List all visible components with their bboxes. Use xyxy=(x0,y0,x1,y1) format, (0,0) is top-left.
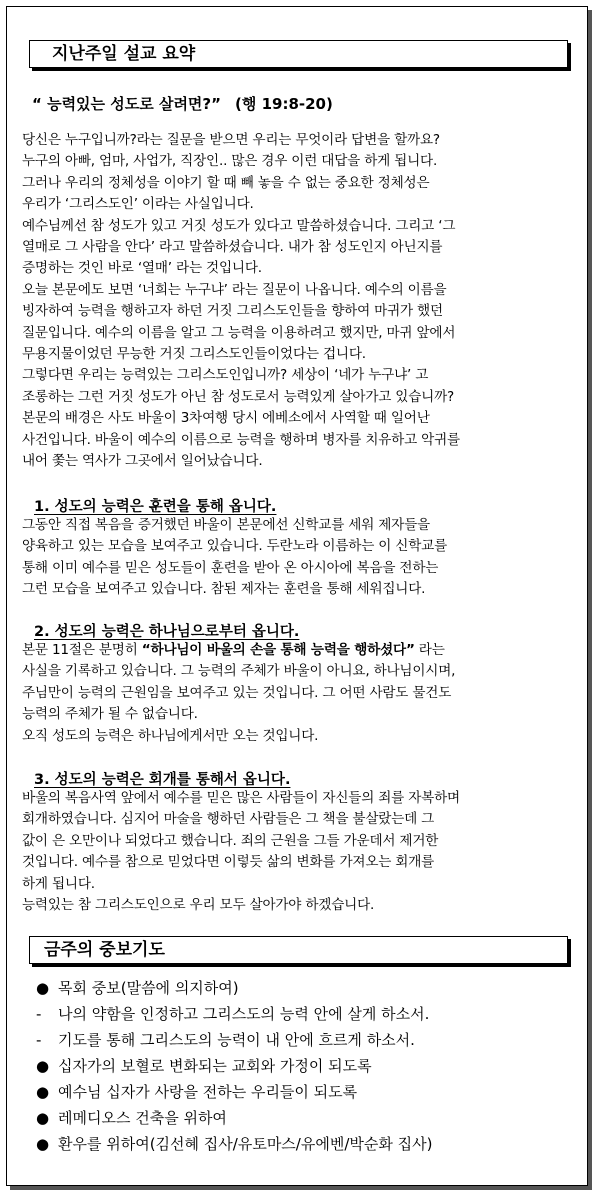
text-line: 오늘 본문에도 보면 ‘너희는 누구냐’ 라는 질문이 나옵니다. 예수의 이름을 xyxy=(22,281,447,298)
prayer-title: 금주의 중보기도 xyxy=(29,936,568,964)
bullet-marker: ● xyxy=(36,1057,50,1075)
prayer-item-text: 목회 중보(말씀에 의지하여) xyxy=(58,979,239,997)
prayer-item-text: 나의 약함을 인정하고 그리스도의 능력 안에 살게 하소서. xyxy=(58,1005,430,1023)
sermon-title xyxy=(32,93,333,114)
text-line: 내어 쫓는 역사가 그곳에서 일어났습니다. xyxy=(22,453,263,470)
text-line: 열매로 그 사람을 안다’ 라고 말씀하셨습니다. 내가 참 성도인지 아닌지를 xyxy=(22,239,443,256)
sermon-title-text: “ 능력있는 성도로 살려면?” xyxy=(32,95,221,113)
text-line: 예수님께선 참 성도가 있고 거짓 성도가 있다고 말씀하셨습니다. 그리고 ‘그 xyxy=(22,217,456,234)
text-line: 것입니다. 예수를 참으로 믿었다면 이렇듯 삶의 변화를 가져오는 회개를 xyxy=(22,854,435,871)
bullet-marker: ● xyxy=(36,1109,50,1127)
summary-title: 지난주일 설교 요약 xyxy=(29,40,568,68)
prayer-item-text: 기도를 통해 그리스도의 능력이 내 안에 흐르게 하소서. xyxy=(58,1031,415,1049)
text-line: 바울의 복음사역 앞에서 예수를 믿은 많은 사람들이 자신들의 죄를 자복하며 xyxy=(22,790,460,806)
text-line: 사실을 기록하고 있습니다. 그 능력의 주체가 바울이 아니요, 하나님이시며, xyxy=(22,663,456,680)
prayer-item xyxy=(36,975,432,1001)
text-line: 조롱하는 그런 거짓 성도가 아닌 참 성도로서 능력있게 살아가고 있습니까? xyxy=(22,388,455,405)
text-line: 양육하고 있는 모습을 보여주고 있습니다. 두란노라 이름하는 이 신학교를 xyxy=(22,538,448,555)
dash-marker: - xyxy=(36,1031,42,1049)
text-line: 빙자하여 능력을 행하고자 하던 거짓 그리스도인들을 향하여 마귀가 했던 xyxy=(22,303,443,320)
text-line: 그러나 우리의 정체성을 이야기 할 때 빼 놓을 수 없는 중요한 정체성은 xyxy=(22,174,430,191)
text-line: 증명하는 것인 바로 ‘열매’ 라는 것입니다. xyxy=(22,260,262,277)
text-segment: 본문 11절은 분명히 xyxy=(22,642,142,658)
prayer-item xyxy=(36,1131,432,1157)
point2-heading: 2. 성도의 능력은 하나님으로부터 옵니다. xyxy=(34,624,300,640)
text-line: 그렇다면 우리는 능력있는 그리스도인입니까? 세상이 ‘네가 누구냐’ 고 xyxy=(22,367,429,384)
text-line: 본문의 배경은 사도 바울이 3차여행 당시 에베소에서 사역할 때 일어난 xyxy=(22,410,430,427)
prayer-item-text: 레메디오스 건축을 위하여 xyxy=(58,1109,227,1127)
text-line: 그동안 직접 복음을 증거했던 바울이 본문에선 신학교를 세워 제자들을 xyxy=(22,517,430,533)
sermon-reference: (행 19:8-20) xyxy=(235,95,333,113)
dash-marker: - xyxy=(36,1005,42,1023)
prayer-item xyxy=(36,1027,432,1053)
text-line: 사건입니다. 바울이 예수의 이름으로 능력을 행하며 병자를 치유하고 악귀를 xyxy=(22,431,460,448)
text-line: 무용지물이었던 무능한 거짓 그리스도인들이었다는 겁니다. xyxy=(22,346,366,363)
point1-heading: 1. 성도의 능력은 훈련을 통해 옵니다. xyxy=(34,499,277,515)
text-line: 능력있는 참 그리스도인으로 우리 모두 살아가야 하겠습니다. xyxy=(22,897,375,914)
point3-paragraph xyxy=(22,788,574,916)
text-segment: 라는 xyxy=(414,642,445,658)
prayer-item xyxy=(36,1079,432,1105)
prayer-item xyxy=(36,1053,432,1079)
prayer-item-text: 예수님 십자가 사랑을 전하는 우리들이 되도록 xyxy=(58,1083,358,1101)
text-line: 통해 이미 예수를 믿은 성도들이 훈련을 받아 온 아시아에 복음을 전하는 xyxy=(22,559,439,576)
bullet-marker: ● xyxy=(36,1135,50,1153)
point3-heading: 3. 성도의 능력은 회개를 통해서 옵니다. xyxy=(34,772,291,788)
bold-quote: “하나님이 바울의 손을 통해 능력을 행하셨다” xyxy=(141,642,415,658)
text-line: 당신은 누구입니까?라는 질문을 받으면 우리는 무엇이라 답변을 할까요? xyxy=(22,132,440,148)
prayer-item xyxy=(36,1105,432,1131)
text-line: 주님만이 능력의 근원임을 보여주고 있는 것입니다. 그 어떤 사람도 물건도 xyxy=(22,684,452,701)
prayer-item xyxy=(36,1001,432,1027)
text-line: 회개하였습니다. 심지어 마술을 행하던 사람들은 그 책을 불살랐는데 그 xyxy=(22,811,435,828)
prayer-list xyxy=(36,975,432,1157)
text-line: 하게 됩니다. xyxy=(22,875,95,892)
point2-paragraph xyxy=(22,640,574,747)
bullet-marker: ● xyxy=(36,1083,50,1101)
bullet-marker: ● xyxy=(36,979,50,997)
text-line: 누구의 아빠, 엄마, 사업가, 직장인.. 많은 경우 이런 대답을 하게 됩니다. xyxy=(22,153,438,170)
text-line: 우리가 ‘그리스도인’ 이라는 사실입니다. xyxy=(22,196,254,213)
text-line: 오직 성도의 능력은 하나님에게서만 오는 것입니다. xyxy=(22,727,319,744)
text-line: 질문입니다. 예수의 이름을 알고 그 능력을 이용하려고 했지만, 마귀 앞에서 xyxy=(22,324,456,341)
prayer-item-text: 환우를 위하여(김선혜 집사/유토마스/유에벤/박순화 집사) xyxy=(58,1135,433,1153)
text-line: 값이 은 오만이나 되었다고 했습니다. 죄의 근원을 그들 가운데서 제거한 xyxy=(22,832,439,849)
text-line xyxy=(22,640,574,661)
text-line: 그런 모습을 보여주고 있습니다. 참된 제자는 훈련을 통해 세워집니다. xyxy=(22,581,426,598)
text-line: 능력의 주체가 될 수 없습니다. xyxy=(22,706,198,723)
point1-paragraph xyxy=(22,515,574,601)
intro-paragraph xyxy=(22,130,574,473)
prayer-item-text: 십자가의 보혈로 변화되는 교회와 가정이 되도록 xyxy=(58,1057,372,1075)
